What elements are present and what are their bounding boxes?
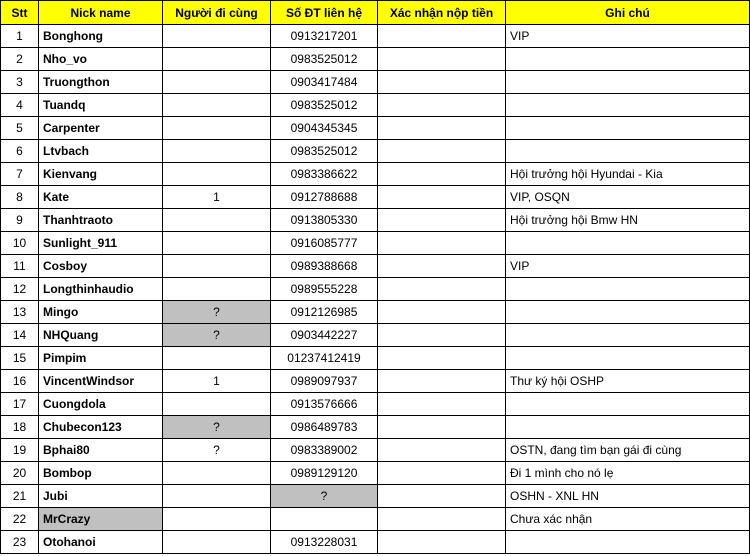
cell-xac-nhan: [378, 140, 506, 163]
cell-ghi-chu: [506, 416, 750, 439]
header-nguoi-di-cung: Người đi cùng: [163, 1, 271, 25]
cell-nguoi-di-cung: [163, 94, 271, 117]
cell-nick-name: Longthinhaudio: [39, 278, 163, 301]
cell-so-dt: 0983389002: [271, 439, 378, 462]
cell-xac-nhan: [378, 324, 506, 347]
cell-xac-nhan: [378, 186, 506, 209]
cell-xac-nhan: [378, 485, 506, 508]
cell-stt: 1: [1, 25, 39, 48]
cell-ghi-chu: Thư ký hội OSHP: [506, 370, 750, 393]
cell-xac-nhan: [378, 301, 506, 324]
header-row: [1, 1, 750, 25]
table-row: [1, 163, 750, 186]
cell-ghi-chu: [506, 48, 750, 71]
cell-stt: 2: [1, 48, 39, 71]
cell-nguoi-di-cung: [163, 255, 271, 278]
cell-nguoi-di-cung: [163, 48, 271, 71]
cell-stt: 9: [1, 209, 39, 232]
table-row: [1, 71, 750, 94]
cell-xac-nhan: [378, 71, 506, 94]
cell-stt: 3: [1, 71, 39, 94]
cell-stt: 11: [1, 255, 39, 278]
cell-nick-name: Cuongdola: [39, 393, 163, 416]
cell-nguoi-di-cung: [163, 209, 271, 232]
table-row: [1, 416, 750, 439]
cell-ghi-chu: OSTN, đang tìm bạn gái đi cùng: [506, 439, 750, 462]
cell-nick-name: Jubi: [39, 485, 163, 508]
cell-nick-name: Bphai80: [39, 439, 163, 462]
cell-stt: 18: [1, 416, 39, 439]
cell-so-dt: [271, 508, 378, 531]
cell-stt: 6: [1, 140, 39, 163]
cell-stt: 7: [1, 163, 39, 186]
cell-ghi-chu: [506, 301, 750, 324]
cell-nguoi-di-cung: [163, 278, 271, 301]
cell-so-dt: 0904345345: [271, 117, 378, 140]
cell-nguoi-di-cung: [163, 163, 271, 186]
cell-xac-nhan: [378, 25, 506, 48]
cell-so-dt: 0913228031: [271, 531, 378, 554]
cell-xac-nhan: [378, 209, 506, 232]
cell-so-dt: 0913805330: [271, 209, 378, 232]
cell-so-dt: 0983386622: [271, 163, 378, 186]
table-row: [1, 209, 750, 232]
cell-ghi-chu: Hội trưởng hội Hyundai - Kia: [506, 163, 750, 186]
cell-nick-name: Bombop: [39, 462, 163, 485]
table-row: [1, 462, 750, 485]
cell-ghi-chu: VIP: [506, 255, 750, 278]
table-row: [1, 508, 750, 531]
cell-nick-name: Chubecon123: [39, 416, 163, 439]
cell-nguoi-di-cung: ?: [163, 324, 271, 347]
table-row: [1, 278, 750, 301]
cell-stt: 8: [1, 186, 39, 209]
cell-nick-name: Ltvbach: [39, 140, 163, 163]
cell-so-dt: 0903442227: [271, 324, 378, 347]
cell-so-dt: 0989388668: [271, 255, 378, 278]
cell-so-dt: 0989129120: [271, 462, 378, 485]
cell-so-dt: 0983525012: [271, 140, 378, 163]
table-row: [1, 94, 750, 117]
cell-so-dt: 0913576666: [271, 393, 378, 416]
cell-nick-name: Pimpim: [39, 347, 163, 370]
cell-ghi-chu: [506, 140, 750, 163]
table-row: [1, 25, 750, 48]
cell-stt: 23: [1, 531, 39, 554]
table-row: [1, 117, 750, 140]
cell-stt: 4: [1, 94, 39, 117]
cell-xac-nhan: [378, 416, 506, 439]
table-row: [1, 301, 750, 324]
cell-nick-name: Thanhtraoto: [39, 209, 163, 232]
cell-ghi-chu: [506, 71, 750, 94]
cell-so-dt: 0983525012: [271, 94, 378, 117]
cell-ghi-chu: [506, 531, 750, 554]
cell-stt: 16: [1, 370, 39, 393]
cell-ghi-chu: Hội trưởng hội Bmw HN: [506, 209, 750, 232]
cell-xac-nhan: [378, 94, 506, 117]
table-row: [1, 393, 750, 416]
cell-nick-name: Truongthon: [39, 71, 163, 94]
table-row: [1, 140, 750, 163]
cell-nguoi-di-cung: [163, 232, 271, 255]
table-row: [1, 232, 750, 255]
cell-stt: 22: [1, 508, 39, 531]
cell-ghi-chu: VIP, OSQN: [506, 186, 750, 209]
cell-stt: 5: [1, 117, 39, 140]
cell-so-dt: ?: [271, 485, 378, 508]
cell-stt: 21: [1, 485, 39, 508]
cell-xac-nhan: [378, 48, 506, 71]
cell-nguoi-di-cung: [163, 25, 271, 48]
cell-nguoi-di-cung: ?: [163, 301, 271, 324]
table-row: [1, 324, 750, 347]
cell-xac-nhan: [378, 255, 506, 278]
cell-nguoi-di-cung: [163, 485, 271, 508]
cell-so-dt: 0983525012: [271, 48, 378, 71]
cell-nick-name: VincentWindsor: [39, 370, 163, 393]
cell-so-dt: 0913217201: [271, 25, 378, 48]
cell-nguoi-di-cung: ?: [163, 439, 271, 462]
cell-so-dt: 0916085777: [271, 232, 378, 255]
cell-nick-name: Nho_vo: [39, 48, 163, 71]
cell-nick-name: Kienvang: [39, 163, 163, 186]
cell-nguoi-di-cung: 1: [163, 186, 271, 209]
cell-ghi-chu: [506, 347, 750, 370]
cell-so-dt: 0912788688: [271, 186, 378, 209]
cell-so-dt: 01237412419: [271, 347, 378, 370]
cell-nick-name: Otohanoi: [39, 531, 163, 554]
cell-nick-name: Kate: [39, 186, 163, 209]
cell-nick-name: Cosboy: [39, 255, 163, 278]
cell-ghi-chu: [506, 117, 750, 140]
cell-ghi-chu: [506, 94, 750, 117]
cell-xac-nhan: [378, 531, 506, 554]
cell-nick-name: Tuandq: [39, 94, 163, 117]
header-nick-name: Nick name: [39, 1, 163, 25]
cell-xac-nhan: [378, 439, 506, 462]
table-row: [1, 531, 750, 554]
header-stt: Stt: [1, 1, 39, 25]
cell-nick-name: NHQuang: [39, 324, 163, 347]
cell-stt: 20: [1, 462, 39, 485]
header-xac-nhan: Xác nhận nộp tiền: [378, 1, 506, 25]
cell-xac-nhan: [378, 508, 506, 531]
cell-stt: 13: [1, 301, 39, 324]
cell-xac-nhan: [378, 462, 506, 485]
table-row: [1, 186, 750, 209]
cell-so-dt: 0986489783: [271, 416, 378, 439]
cell-ghi-chu: OSHN - XNL HN: [506, 485, 750, 508]
cell-stt: 19: [1, 439, 39, 462]
cell-ghi-chu: [506, 324, 750, 347]
table-body: [1, 25, 750, 554]
cell-so-dt: 0903417484: [271, 71, 378, 94]
header-ghi-chu: Ghi chú: [506, 1, 750, 25]
table-row: [1, 255, 750, 278]
cell-stt: 15: [1, 347, 39, 370]
cell-xac-nhan: [378, 393, 506, 416]
cell-ghi-chu: VIP: [506, 25, 750, 48]
cell-nick-name: Bonghong: [39, 25, 163, 48]
table-row: [1, 485, 750, 508]
cell-ghi-chu: [506, 232, 750, 255]
table-row: [1, 370, 750, 393]
cell-nguoi-di-cung: [163, 140, 271, 163]
cell-nick-name: Mingo: [39, 301, 163, 324]
cell-nguoi-di-cung: [163, 393, 271, 416]
table-row: [1, 48, 750, 71]
cell-xac-nhan: [378, 117, 506, 140]
cell-nguoi-di-cung: 1: [163, 370, 271, 393]
header-so-dt: Số ĐT liên hệ: [271, 1, 378, 25]
cell-nguoi-di-cung: [163, 117, 271, 140]
cell-nguoi-di-cung: [163, 347, 271, 370]
cell-stt: 12: [1, 278, 39, 301]
cell-nguoi-di-cung: [163, 508, 271, 531]
cell-nick-name: Carpenter: [39, 117, 163, 140]
cell-so-dt: 0912126985: [271, 301, 378, 324]
cell-xac-nhan: [378, 370, 506, 393]
cell-xac-nhan: [378, 278, 506, 301]
cell-so-dt: 0989555228: [271, 278, 378, 301]
cell-ghi-chu: [506, 393, 750, 416]
cell-ghi-chu: [506, 278, 750, 301]
table-row: [1, 347, 750, 370]
cell-ghi-chu: Chưa xác nhận: [506, 508, 750, 531]
cell-nguoi-di-cung: [163, 462, 271, 485]
cell-nguoi-di-cung: ?: [163, 416, 271, 439]
cell-stt: 10: [1, 232, 39, 255]
cell-stt: 14: [1, 324, 39, 347]
table-row: [1, 439, 750, 462]
cell-nick-name: Sunlight_911: [39, 232, 163, 255]
cell-xac-nhan: [378, 347, 506, 370]
cell-ghi-chu: Đi 1 mình cho nó lẹ: [506, 462, 750, 485]
cell-xac-nhan: [378, 163, 506, 186]
cell-so-dt: 0989097937: [271, 370, 378, 393]
cell-stt: 17: [1, 393, 39, 416]
cell-nguoi-di-cung: [163, 71, 271, 94]
cell-xac-nhan: [378, 232, 506, 255]
cell-nick-name: MrCrazy: [39, 508, 163, 531]
cell-nguoi-di-cung: [163, 531, 271, 554]
